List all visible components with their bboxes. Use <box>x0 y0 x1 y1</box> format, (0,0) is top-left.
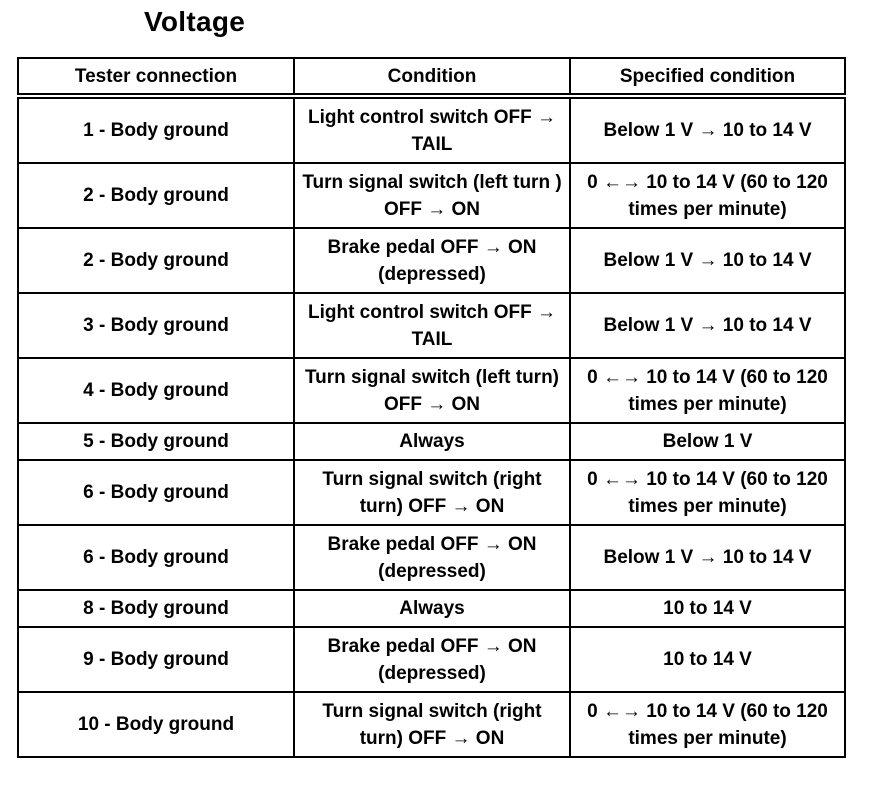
page-title: Voltage <box>144 6 246 37</box>
specified-condition-cell: Below 1 V <box>570 423 845 460</box>
specified-condition-cell: Below 1 V → 10 to 14 V <box>570 228 845 293</box>
condition-cell: Turn signal switch (left turn ) OFF → ON <box>294 163 570 228</box>
table-row <box>18 228 845 293</box>
specified-condition-cell: Below 1 V → 10 to 14 V <box>570 525 845 590</box>
condition-cell: Turn signal switch (left turn) OFF → ON <box>294 358 570 423</box>
specified-condition-cell: 0 ←→ 10 to 14 V (60 to 120 times per minute) <box>570 163 845 228</box>
table-row <box>18 358 845 423</box>
condition-cell: Light control switch OFF → TAIL <box>294 96 570 163</box>
tester-connection-cell: 2 - Body ground <box>18 163 294 228</box>
voltage-table <box>17 57 846 758</box>
specified-condition-cell: 10 to 14 V <box>570 627 845 692</box>
condition-cell: Brake pedal OFF → ON (depressed) <box>294 525 570 590</box>
tester-connection-cell: 6 - Body ground <box>18 525 294 590</box>
tester-connection-cell: 4 - Body ground <box>18 358 294 423</box>
table-row <box>18 423 845 460</box>
column-header-tester-connection: Tester connection <box>18 58 294 96</box>
condition-cell: Always <box>294 423 570 460</box>
tester-connection-cell: 10 - Body ground <box>18 692 294 757</box>
tester-connection-cell: 9 - Body ground <box>18 627 294 692</box>
table-row <box>18 96 845 163</box>
tester-connection-cell: 5 - Body ground <box>18 423 294 460</box>
table-header-row <box>18 58 845 96</box>
specified-condition-cell: 0 ←→ 10 to 14 V (60 to 120 times per minute) <box>570 460 845 525</box>
condition-cell: Light control switch OFF → TAIL <box>294 293 570 358</box>
tester-connection-cell: 1 - Body ground <box>18 96 294 163</box>
tester-connection-cell: 8 - Body ground <box>18 590 294 627</box>
table-row <box>18 163 845 228</box>
specified-condition-cell: Below 1 V → 10 to 14 V <box>570 96 845 163</box>
table-row <box>18 590 845 627</box>
table-row <box>18 627 845 692</box>
condition-cell: Turn signal switch (right turn) OFF → ON <box>294 692 570 757</box>
tester-connection-cell: 6 - Body ground <box>18 460 294 525</box>
condition-cell: Turn signal switch (right turn) OFF → ON <box>294 460 570 525</box>
column-header-condition: Condition <box>294 58 570 96</box>
table-row <box>18 525 845 590</box>
specified-condition-cell: 10 to 14 V <box>570 590 845 627</box>
table-row <box>18 460 845 525</box>
table-row <box>18 692 845 757</box>
condition-cell: Always <box>294 590 570 627</box>
condition-cell: Brake pedal OFF → ON (depressed) <box>294 627 570 692</box>
specified-condition-cell: Below 1 V → 10 to 14 V <box>570 293 845 358</box>
specified-condition-cell: 0 ←→ 10 to 14 V (60 to 120 times per minute) <box>570 692 845 757</box>
column-header-specified-condition: Specified condition <box>570 58 845 96</box>
specified-condition-cell: 0 ←→ 10 to 14 V (60 to 120 times per minute) <box>570 358 845 423</box>
tester-connection-cell: 3 - Body ground <box>18 293 294 358</box>
condition-cell: Brake pedal OFF → ON (depressed) <box>294 228 570 293</box>
tester-connection-cell: 2 - Body ground <box>18 228 294 293</box>
table-row <box>18 293 845 358</box>
